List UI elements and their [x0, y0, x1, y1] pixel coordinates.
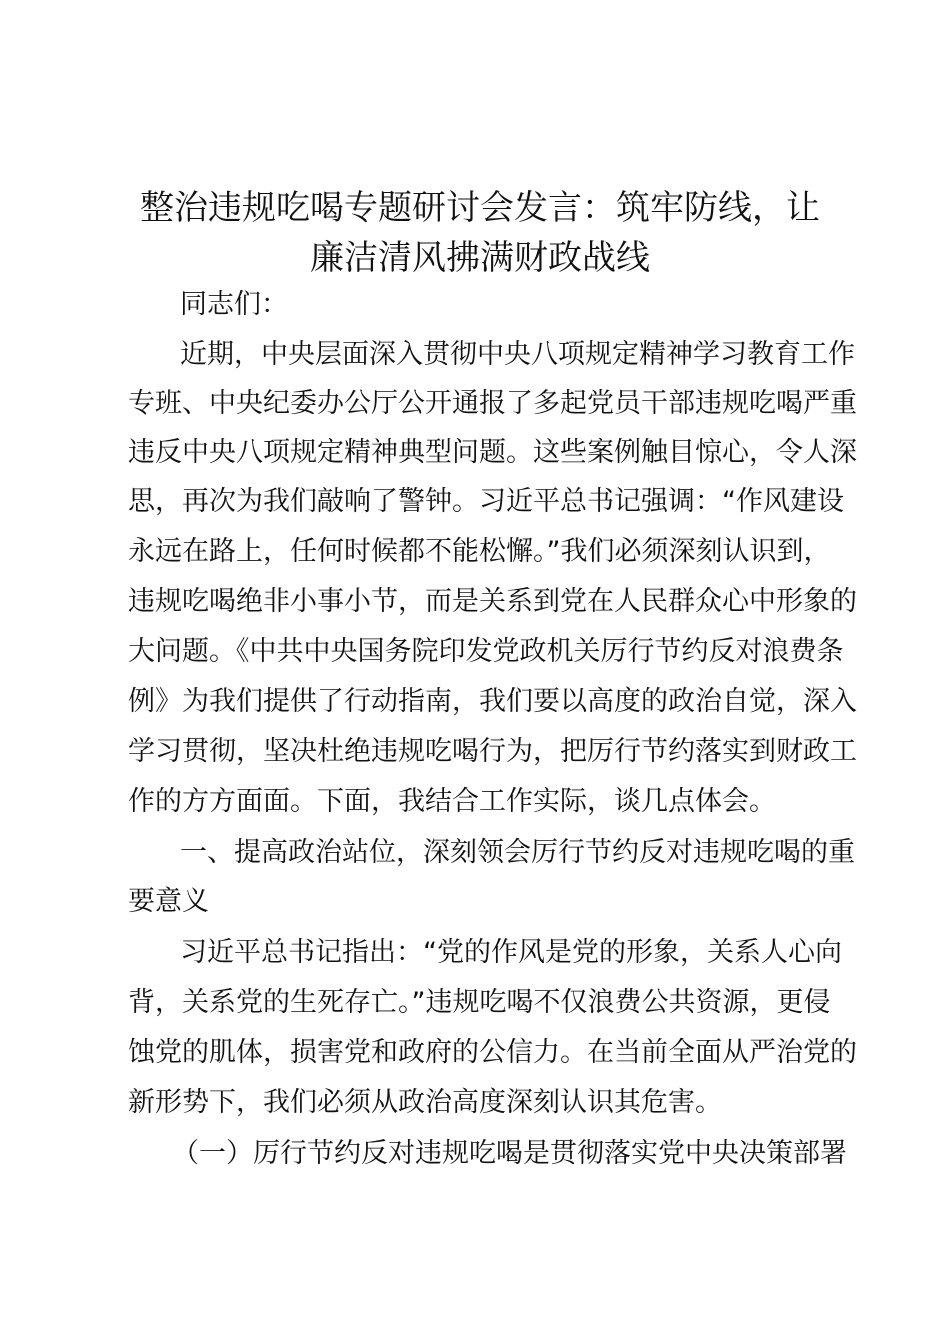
document-title-line-2: 廉洁清风拂满财政战线 [310, 238, 650, 278]
body-line: 大问题。《中共中央国务院印发党政机关厉行节约反对浪费条 [128, 636, 844, 667]
body-line: 例》为我们提供了行动指南，我们要以高度的政治自觉，深入 [128, 686, 857, 717]
body-line: 习近平总书记指出：“党的作风是党的形象，关系人心向 [180, 937, 842, 968]
body-line: 思，再次为我们敲响了警钟。习近平总书记强调：“作风建设 [128, 486, 844, 517]
body-line: 学习贯彻，坚决杜绝违规吃喝行为，把厉行节约落实到财政工 [128, 736, 857, 767]
body-line: 永远在路上，任何时候都不能松懈。”我们必须深刻认识到， [128, 536, 831, 567]
section-heading-line: 一、提高政治站位，深刻领会厉行节约反对违规吃喝的重 [180, 837, 855, 868]
body-line: 近期，中央层面深入贯彻中央八项规定精神学习教育工作 [180, 339, 855, 370]
document-title-line-1: 整治违规吃喝专题研讨会发言：筑牢防线，让 [140, 188, 820, 228]
section-heading-line: 要意义 [128, 886, 209, 917]
body-line: 违反中央八项规定精神典型问题。这些案例触目惊心，令人深 [128, 437, 857, 468]
body-line: 违规吃喝绝非小事小节，而是关系到党在人民群众心中形象的 [128, 586, 857, 617]
subsection-heading-line: （一）厉行节约反对违规吃喝是贯彻落实党中央决策部署 [172, 1138, 847, 1169]
body-line: 蚀党的肌体，损害党和政府的公信力。在当前全面从严治党的 [128, 1037, 857, 1068]
body-line: 背，关系党的生死存亡。”违规吃喝不仅浪费公共资源，更侵 [128, 987, 831, 1018]
salutation: 同志们： [180, 289, 288, 320]
body-line: 专班、中央纪委办公厅公开通报了多起党员干部违规吃喝严重 [128, 388, 857, 419]
body-line: 作的方方面面。下面，我结合工作实际，谈几点体会。 [128, 786, 776, 817]
body-line: 新形势下，我们必须从政治高度深刻认识其危害。 [128, 1087, 722, 1118]
